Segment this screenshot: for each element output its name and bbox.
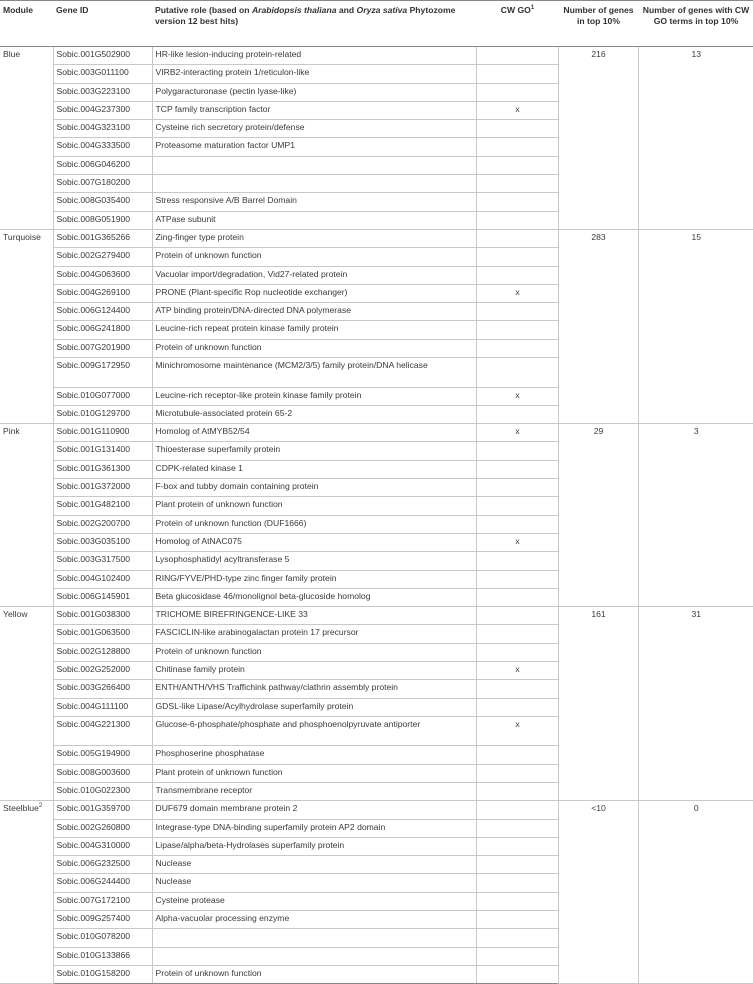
gene-id-cell: Sobic.006G232500 — [53, 856, 152, 874]
gene-id-cell: Sobic.010G078200 — [53, 929, 152, 947]
gene-id-cell: Sobic.001G131400 — [53, 442, 152, 460]
cw-go-cell — [476, 229, 558, 247]
putative-role-cell: Proteasome maturation factor UMP1 — [152, 138, 476, 156]
cw-go-cell — [476, 680, 558, 698]
cw-go-cell — [476, 321, 558, 339]
putative-role-cell: Cysteine protease — [152, 892, 476, 910]
num-genes-top10-cell: <10 — [558, 801, 638, 984]
cw-go-cell — [476, 625, 558, 643]
gene-id-cell: Sobic.002G279400 — [53, 248, 152, 266]
num-cw-genes-top10-cell: 0 — [638, 801, 753, 984]
cw-go-cell — [476, 837, 558, 855]
cw-go-cell — [476, 965, 558, 983]
gene-id-cell: Sobic.010G133866 — [53, 947, 152, 965]
putative-role-cell: Protein of unknown function — [152, 248, 476, 266]
cw-go-cell: x — [476, 716, 558, 746]
gene-id-cell: Sobic.003G035100 — [53, 533, 152, 551]
cw-go-cell — [476, 460, 558, 478]
header-row — [0, 1, 753, 47]
putative-role-cell: F-box and tubby domain containing protein — [152, 479, 476, 497]
cw-go-cell — [476, 911, 558, 929]
cw-go-cell — [476, 607, 558, 625]
gene-id-cell: Sobic.001G063500 — [53, 625, 152, 643]
cw-go-cell: x — [476, 533, 558, 551]
num-genes-top10-cell: 216 — [558, 47, 638, 230]
putative-role-cell: TCP family transcription factor — [152, 101, 476, 119]
table-row — [0, 607, 753, 625]
gene-id-cell: Sobic.001G365266 — [53, 229, 152, 247]
cw-go-cell — [476, 929, 558, 947]
gene-id-cell: Sobic.004G102400 — [53, 570, 152, 588]
num-genes-top10-cell: 283 — [558, 229, 638, 423]
table-row — [0, 47, 753, 65]
gene-id-cell: Sobic.009G257400 — [53, 911, 152, 929]
cw-go-cell — [476, 570, 558, 588]
gene-id-cell: Sobic.004G310000 — [53, 837, 152, 855]
gene-id-cell: Sobic.004G063600 — [53, 266, 152, 284]
putative-role-cell: Microtubule-associated protein 65-2 — [152, 405, 476, 423]
putative-role-cell: Glucose-6-phosphate/phosphate and phosphoenolpyruvate antiporter — [152, 716, 476, 746]
putative-role-cell: Protein of unknown function — [152, 643, 476, 661]
putative-role-cell: Lipase/alpha/beta-Hydrolases superfamily protein — [152, 837, 476, 855]
gene-id-cell: Sobic.010G077000 — [53, 387, 152, 405]
header-num-cw-genes: Number of genes with CW GO terms in top 10% — [638, 1, 753, 47]
gene-id-cell: Sobic.006G241800 — [53, 321, 152, 339]
gene-id-cell: Sobic.008G035400 — [53, 193, 152, 211]
cw-go-cell — [476, 211, 558, 229]
cw-go-cell — [476, 442, 558, 460]
module-name: Steelblue$^2$ — [0, 801, 53, 984]
num-genes-top10-cell: 29 — [558, 424, 638, 607]
num-cw-genes-top10-cell: 3 — [638, 424, 753, 607]
cw-go-cell — [476, 193, 558, 211]
cw-go-cell — [476, 874, 558, 892]
gene-id-cell: Sobic.003G317500 — [53, 552, 152, 570]
putative-role-cell — [152, 947, 476, 965]
putative-role-cell: RING/FYVE/PHD-type zinc finger family protein — [152, 570, 476, 588]
gene-id-cell: Sobic.004G333500 — [53, 138, 152, 156]
header-cw-go: CW $GO^1$ — [476, 1, 558, 47]
putative-role-cell: Nuclease — [152, 874, 476, 892]
gene-id-cell: Sobic.001G110900 — [53, 424, 152, 442]
cw-go-cell — [476, 120, 558, 138]
putative-role-cell: Vacuolar import/degradation, Vid27-related protein — [152, 266, 476, 284]
putative-role-cell: Protein of unknown function (DUF1666) — [152, 515, 476, 533]
header-module: Module — [0, 1, 53, 47]
putative-role-cell: Polygaracturonase (pectin lyase-like) — [152, 83, 476, 101]
gene-id-cell: Sobic.010G022300 — [53, 782, 152, 800]
gene-id-cell: Sobic.008G051900 — [53, 211, 152, 229]
gene-id-cell: Sobic.001G359700 — [53, 801, 152, 819]
module-footnote-marker: 2 — [38, 803, 43, 810]
putative-role-cell: VIRB2-interacting protein 1/reticulon-like — [152, 65, 476, 83]
cw-go-cell — [476, 358, 558, 388]
cw-go-cell — [476, 764, 558, 782]
cw-go-cell — [476, 698, 558, 716]
cw-go-cell — [476, 643, 558, 661]
putative-role-cell: Zing-finger type protein — [152, 229, 476, 247]
gene-id-cell: Sobic.004G237300 — [53, 101, 152, 119]
gene-id-cell: Sobic.006G124400 — [53, 303, 152, 321]
putative-role-cell: Alpha-vacuolar processing enzyme — [152, 911, 476, 929]
putative-role-cell: Plant protein of unknown function — [152, 497, 476, 515]
gene-id-cell: Sobic.007G180200 — [53, 175, 152, 193]
putative-role-cell: CDPK-related kinase 1 — [152, 460, 476, 478]
putative-role-cell: Chitinase family protein — [152, 662, 476, 680]
putative-role-cell: Stress responsive A/B Barrel Domain — [152, 193, 476, 211]
gene-id-cell: Sobic.004G269100 — [53, 284, 152, 302]
putative-role-cell: ATP binding protein/DNA-directed DNA polymerase — [152, 303, 476, 321]
cw-go-cell — [476, 552, 558, 570]
cw-go-cell — [476, 303, 558, 321]
gene-id-cell: Sobic.003G266400 — [53, 680, 152, 698]
putative-role-cell — [152, 175, 476, 193]
cw-go-cell — [476, 497, 558, 515]
table-row — [0, 801, 753, 819]
putative-role-cell — [152, 929, 476, 947]
gene-id-cell: Sobic.004G323100 — [53, 120, 152, 138]
putative-role-cell: Lysophosphatidyl acyltransferase 5 — [152, 552, 476, 570]
putative-role-cell: Protein of unknown function — [152, 965, 476, 983]
cw-go-cell — [476, 138, 558, 156]
gene-id-cell: Sobic.006G046200 — [53, 156, 152, 174]
gene-id-cell: Sobic.010G158200 — [53, 965, 152, 983]
module-name: Turquoise — [0, 229, 53, 423]
gene-id-cell: Sobic.006G244400 — [53, 874, 152, 892]
cw-go-cell — [476, 339, 558, 357]
putative-role-cell: Leucine-rich repeat protein kinase family protein — [152, 321, 476, 339]
table-row — [0, 229, 753, 247]
gene-id-cell: Sobic.002G260800 — [53, 819, 152, 837]
cw-go-cell — [476, 248, 558, 266]
cw-go-cell: x — [476, 284, 558, 302]
table-row — [0, 424, 753, 442]
cw-go-cell — [476, 175, 558, 193]
num-genes-top10-cell: 161 — [558, 607, 638, 801]
gene-id-cell: Sobic.001G372000 — [53, 479, 152, 497]
gene-id-cell: Sobic.001G502900 — [53, 47, 152, 65]
header-gene-id: Gene ID — [53, 1, 152, 47]
table-body — [0, 47, 753, 984]
putative-role-cell: ENTH/ANTH/VHS Traffichink pathway/clathrin assembly protein — [152, 680, 476, 698]
gene-id-cell: Sobic.004G111100 — [53, 698, 152, 716]
gene-id-cell: Sobic.010G129700 — [53, 405, 152, 423]
cw-go-cell — [476, 47, 558, 65]
putative-role-cell: FASCICLIN-like arabinogalactan protein 17 precursor — [152, 625, 476, 643]
putative-role-cell: Minichromosome maintenance (MCM2/3/5) family protein/DNA helicase — [152, 358, 476, 388]
cw-go-cell — [476, 515, 558, 533]
putative-role-cell: Transmembrane receptor — [152, 782, 476, 800]
gene-id-cell: Sobic.001G482100 — [53, 497, 152, 515]
module-name: Pink — [0, 424, 53, 607]
cw-go-cell: x — [476, 387, 558, 405]
num-cw-genes-top10-cell: 13 — [638, 47, 753, 230]
cw-go-cell — [476, 266, 558, 284]
header-putative-role: Putative role (based on Arabidopsis thaliana and Oryza sativa Phytozome version 12 best hits) — [152, 1, 476, 47]
putative-role-cell: Nuclease — [152, 856, 476, 874]
putative-role-cell: DUF679 domain membrane protein 2 — [152, 801, 476, 819]
cw-go-cell — [476, 479, 558, 497]
gene-id-cell: Sobic.005G194900 — [53, 746, 152, 764]
gene-id-cell: Sobic.006G145901 — [53, 588, 152, 606]
putative-role-cell: Cysteine rich secretory protein/defense — [152, 120, 476, 138]
gene-id-cell: Sobic.002G252000 — [53, 662, 152, 680]
cw-go-cell — [476, 83, 558, 101]
putative-role-cell: ATPase subunit — [152, 211, 476, 229]
cw-go-cell — [476, 588, 558, 606]
gene-id-cell: Sobic.004G221300 — [53, 716, 152, 746]
gene-id-cell: Sobic.001G361300 — [53, 460, 152, 478]
gene-id-cell: Sobic.007G172100 — [53, 892, 152, 910]
putative-role-cell: Homolog of AtNAC075 — [152, 533, 476, 551]
putative-role-cell: Protein of unknown function — [152, 339, 476, 357]
cw-go-cell — [476, 856, 558, 874]
putative-role-cell: Leucine-rich receptor-like protein kinase family protein — [152, 387, 476, 405]
cw-go-cell — [476, 782, 558, 800]
putative-role-cell: TRICHOME BIREFRINGENCE-LIKE 33 — [152, 607, 476, 625]
putative-role-cell: Integrase-type DNA-binding superfamily protein AP2 domain — [152, 819, 476, 837]
putative-role-cell: Beta glucosidase 46/monolignol beta-glucoside homolog — [152, 588, 476, 606]
gene-id-cell: Sobic.007G201900 — [53, 339, 152, 357]
putative-role-cell: Homolog of AtMYB52/54 — [152, 424, 476, 442]
gene-id-cell: Sobic.008G003600 — [53, 764, 152, 782]
module-name: Blue — [0, 47, 53, 230]
cw-go-cell: x — [476, 101, 558, 119]
header-num-genes: Number of genes in top 10% — [558, 1, 638, 47]
putative-role-cell: Thioesterase superfamily protein — [152, 442, 476, 460]
module-name: Yellow — [0, 607, 53, 801]
cw-go-cell — [476, 405, 558, 423]
cw-go-cell — [476, 892, 558, 910]
num-cw-genes-top10-cell: 31 — [638, 607, 753, 801]
cw-go-cell — [476, 819, 558, 837]
gene-id-cell: Sobic.003G011100 — [53, 65, 152, 83]
gene-id-cell: Sobic.001G038300 — [53, 607, 152, 625]
cw-go-cell: x — [476, 424, 558, 442]
putative-role-cell — [152, 156, 476, 174]
cw-go-cell — [476, 746, 558, 764]
gene-id-cell: Sobic.009G172950 — [53, 358, 152, 388]
putative-role-cell: HR-like lesion-inducing protein-related — [152, 47, 476, 65]
putative-role-cell: PRONE (Plant-specific Rop nucleotide exchanger) — [152, 284, 476, 302]
gene-id-cell: Sobic.003G223100 — [53, 83, 152, 101]
gene-id-cell: Sobic.002G128800 — [53, 643, 152, 661]
putative-role-cell: Plant protein of unknown function — [152, 764, 476, 782]
gene-id-cell: Sobic.002G200700 — [53, 515, 152, 533]
cw-go-cell — [476, 947, 558, 965]
putative-role-cell: Phosphoserine phosphatase — [152, 746, 476, 764]
cw-go-cell — [476, 801, 558, 819]
cw-go-cell — [476, 65, 558, 83]
putative-role-cell: GDSL-like Lipase/Acylhydrolase superfamily protein — [152, 698, 476, 716]
num-cw-genes-top10-cell: 15 — [638, 229, 753, 423]
cw-go-cell: x — [476, 662, 558, 680]
cw-go-cell — [476, 156, 558, 174]
